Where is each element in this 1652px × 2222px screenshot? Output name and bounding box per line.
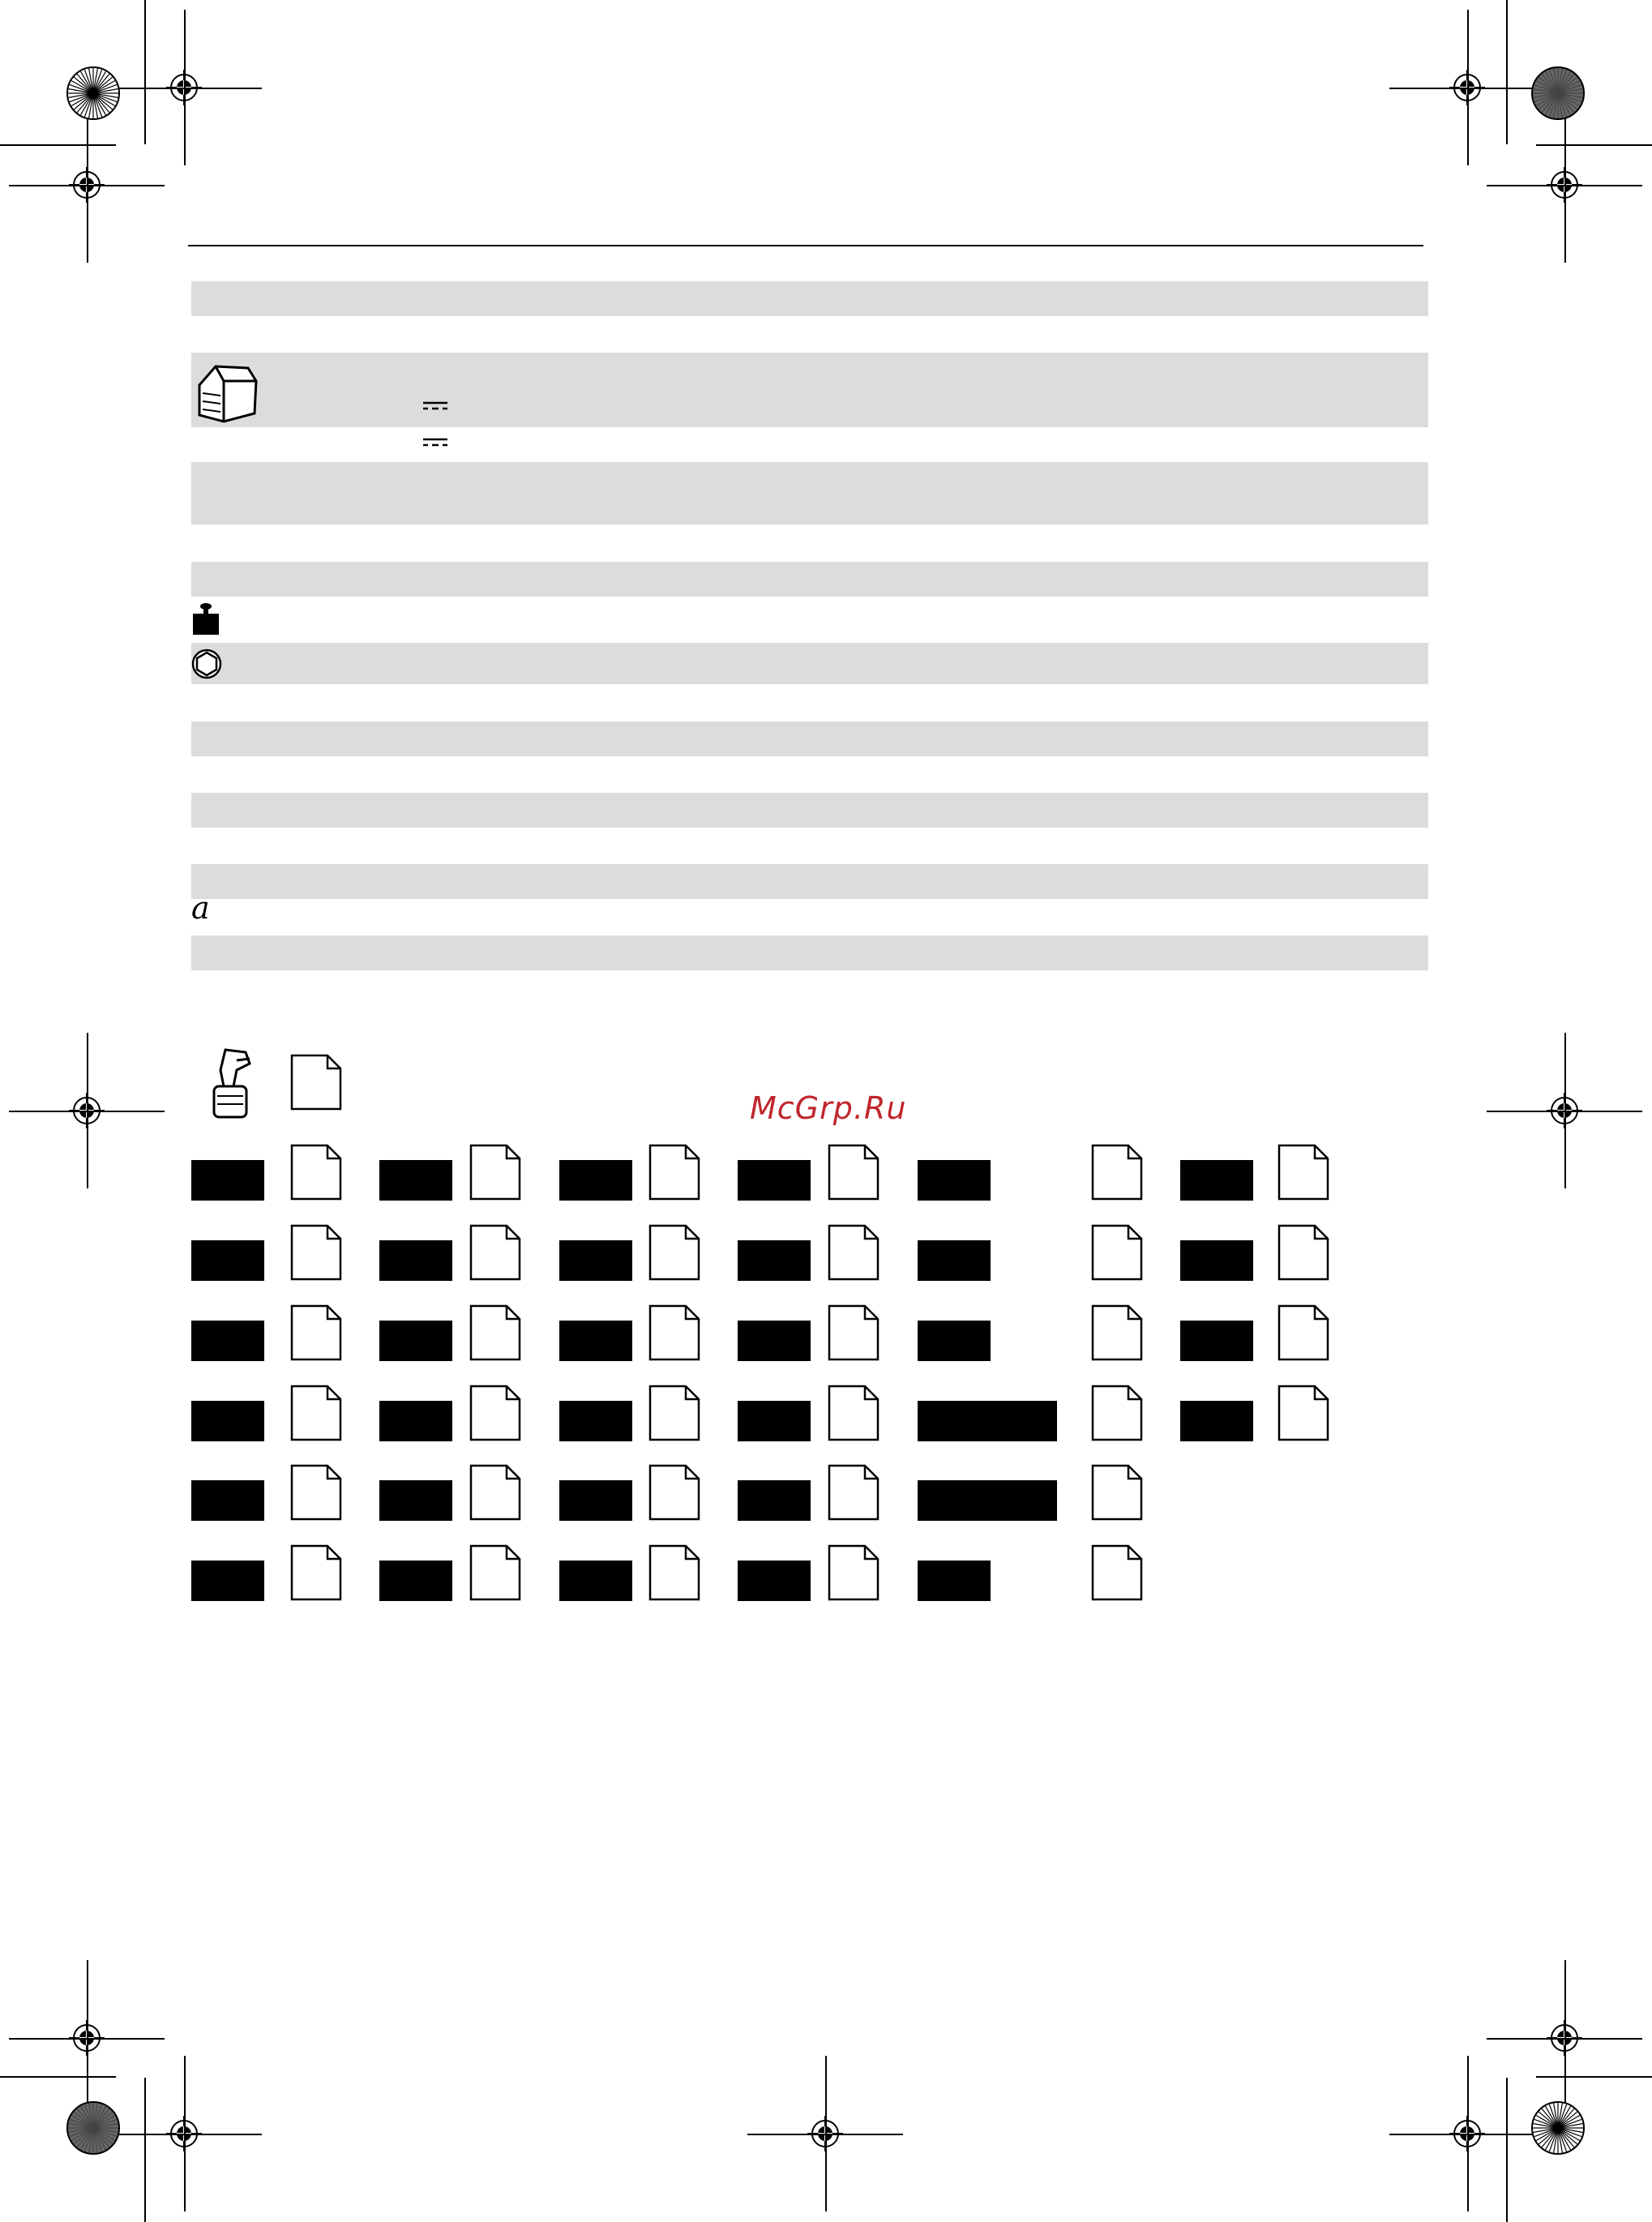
crop-line (1564, 1960, 1566, 2116)
label-tile (918, 1321, 991, 1361)
label-tile (738, 1240, 811, 1281)
crop-line (1506, 0, 1508, 144)
label-tile (559, 1561, 632, 1601)
table-row-band (191, 721, 1428, 756)
label-tile (379, 1480, 452, 1521)
document-icon (290, 1464, 342, 1521)
label-tile (1180, 1160, 1253, 1201)
table-row-band (191, 281, 1428, 316)
document-icon (828, 1144, 879, 1201)
crop-line (1506, 2078, 1508, 2222)
document-icon (290, 1385, 342, 1441)
crop-line (1536, 144, 1652, 146)
document-icon (1091, 1224, 1143, 1281)
color-target-icon (66, 66, 121, 121)
document-icon (828, 1224, 879, 1281)
table-row-band (191, 793, 1428, 828)
crop-line (1564, 1033, 1566, 1188)
document-icon (469, 1224, 521, 1281)
document-icon (1091, 1544, 1143, 1601)
color-target-icon (1530, 66, 1586, 121)
document-icon (1278, 1304, 1329, 1361)
document-icon (1278, 1144, 1329, 1201)
label-tile (738, 1561, 811, 1601)
document-icon (828, 1304, 879, 1361)
table-row-band (191, 643, 1428, 684)
crop-line (184, 2056, 186, 2211)
crop-line (184, 10, 186, 165)
dc-current-icon (422, 400, 449, 412)
crop-line (87, 1033, 88, 1188)
battery-charger-icon (191, 357, 261, 426)
document-icon (290, 1144, 342, 1201)
label-tile (1180, 1321, 1253, 1361)
document-icon (290, 1304, 342, 1361)
label-tile (559, 1321, 632, 1361)
document-icon (648, 1304, 700, 1361)
document-icon (469, 1385, 521, 1441)
label-tile (738, 1321, 811, 1361)
label-tile (191, 1480, 264, 1521)
table-row-band (191, 864, 1428, 899)
document-icon (1091, 1385, 1143, 1441)
label-tile (559, 1401, 632, 1441)
cordless-drill-icon (201, 1046, 258, 1123)
crop-line (144, 0, 146, 144)
label-tile (1180, 1401, 1253, 1441)
crop-line (87, 107, 88, 263)
crop-line (1467, 2056, 1469, 2211)
table-row-band (191, 562, 1428, 597)
label-tile (559, 1240, 632, 1281)
crop-line (87, 1960, 88, 2116)
label-tile (918, 1561, 991, 1601)
crop-line (1467, 10, 1469, 165)
document-icon (469, 1144, 521, 1201)
watermark: McGrp.Ru (750, 1090, 907, 1126)
document-icon (290, 1054, 342, 1111)
label-tile (918, 1160, 991, 1201)
document-icon (290, 1224, 342, 1281)
document-icon (648, 1224, 700, 1281)
acceleration-symbol: a (191, 890, 210, 926)
label-tile (379, 1321, 452, 1361)
label-tile (379, 1401, 452, 1441)
table-row-band (191, 353, 1428, 427)
label-tile (191, 1321, 264, 1361)
document-icon (1278, 1224, 1329, 1281)
crop-line (144, 2078, 146, 2222)
document-icon (469, 1304, 521, 1361)
label-tile (559, 1160, 632, 1201)
color-target-icon (1530, 2100, 1586, 2156)
dc-current-icon (422, 437, 449, 448)
crop-line (1536, 2076, 1652, 2078)
table-row-band (191, 935, 1428, 970)
document-icon (469, 1464, 521, 1521)
label-tile (379, 1561, 452, 1601)
label-tile (191, 1561, 264, 1601)
label-tile (1180, 1240, 1253, 1281)
label-tile (918, 1401, 1057, 1441)
document-icon (828, 1544, 879, 1601)
table-row-band (191, 462, 1428, 524)
label-tile (738, 1160, 811, 1201)
label-tile (379, 1240, 452, 1281)
label-tile (918, 1480, 1057, 1521)
label-tile (191, 1160, 264, 1201)
crop-line (0, 144, 116, 146)
document-icon (648, 1144, 700, 1201)
document-icon (648, 1464, 700, 1521)
label-tile (379, 1160, 452, 1201)
label-tile (559, 1480, 632, 1521)
color-target-icon (66, 2100, 121, 2156)
hex-bit-icon (191, 649, 222, 679)
weight-icon (191, 602, 220, 636)
document-icon (469, 1544, 521, 1601)
label-tile (738, 1401, 811, 1441)
crop-line (825, 2056, 827, 2211)
document-icon (648, 1385, 700, 1441)
document-icon (828, 1385, 879, 1441)
document-icon (290, 1544, 342, 1601)
label-tile (738, 1480, 811, 1521)
document-icon (1091, 1304, 1143, 1361)
label-tile (191, 1401, 264, 1441)
crop-line (1564, 107, 1566, 263)
document-icon (1091, 1144, 1143, 1201)
header-rule (188, 245, 1423, 246)
document-icon (1091, 1464, 1143, 1521)
label-tile (191, 1240, 264, 1281)
document-icon (648, 1544, 700, 1601)
crop-line (0, 2076, 116, 2078)
document-icon (1278, 1385, 1329, 1441)
label-tile (918, 1240, 991, 1281)
document-icon (828, 1464, 879, 1521)
